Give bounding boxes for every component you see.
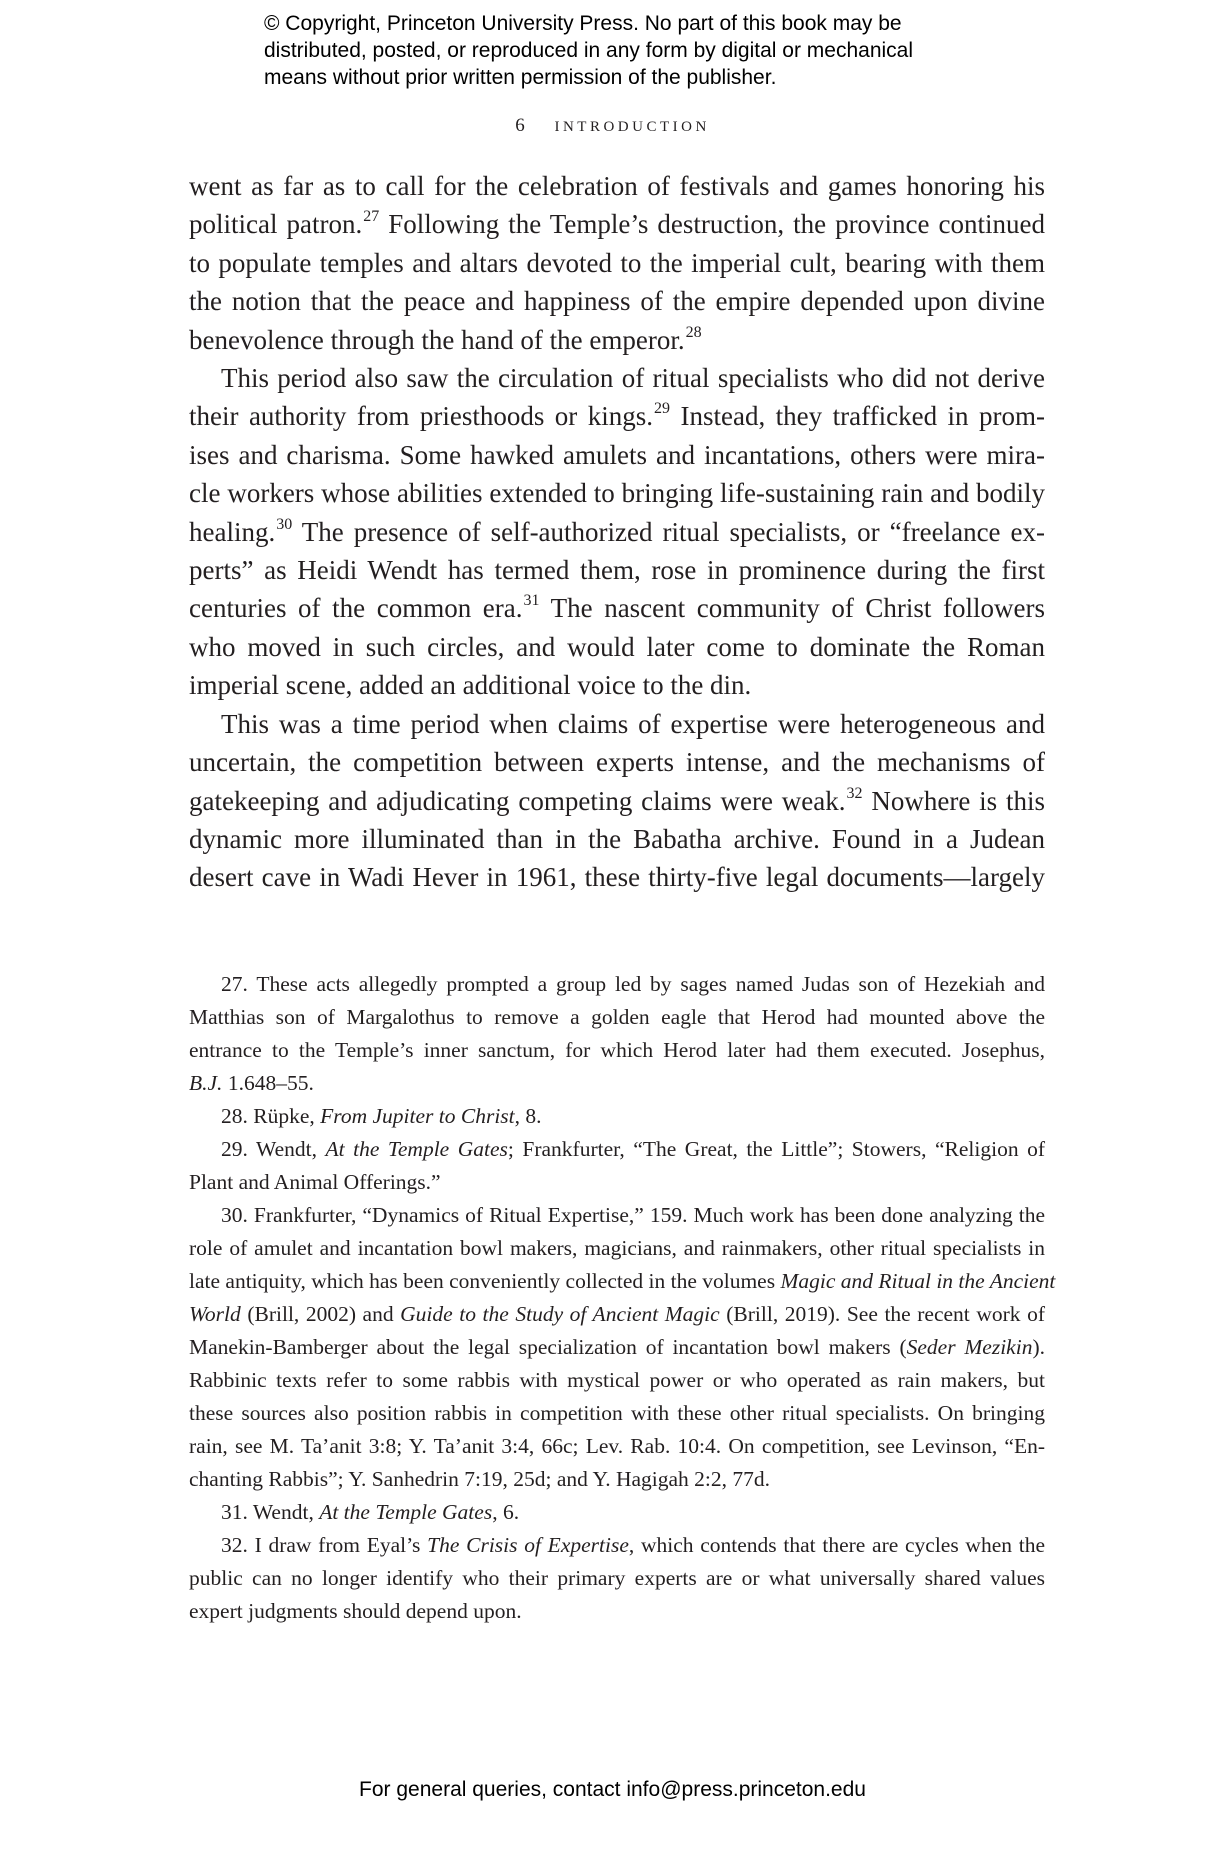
footnote-line: public can no longer identify who their primary experts are or what universally shared values (189, 1566, 1045, 1590)
copyright-line: means without prior written permission of the publisher. (264, 66, 777, 89)
paragraph (189, 359, 1045, 705)
copyright-line: © Copyright, Princeton University Press. No part of this book may be (264, 12, 902, 35)
text-span: their authority from priesthoods or kings. (189, 401, 654, 432)
footnote-line: these sources also position rabbis in competition with these other ritual specialists. On bringing (189, 1401, 1045, 1425)
footnote-line: expert judgments should depend upon. (189, 1599, 522, 1623)
footnote-ref-27[interactable]: 27 (363, 208, 380, 226)
section-title: introduction (554, 112, 710, 136)
footer-contact: For general queries, contact info@press.princeton.edu (359, 1778, 866, 1801)
text-line: cle workers whose abilities extended to bringing life-sustaining rain and bodily (189, 478, 1045, 509)
footnote-line (189, 1298, 1045, 1331)
footnote-line (189, 1331, 1045, 1364)
text-span: 1.648–55. (222, 1071, 314, 1095)
page-number: 6 (515, 115, 525, 136)
text-span: gatekeeping and adjudicating competing claims were weak. (189, 785, 846, 816)
footnote-line: rain, see M. Ta’anit 3:8; Y. Ta’anit 3:4, 66c; Lev. Rab. 10:4. On competition, see Levinson, “En- (189, 1434, 1045, 1458)
text-line (189, 321, 1045, 359)
footnote-30 (189, 1199, 1056, 1496)
text-span: Instead, they trafficked in prom- (670, 401, 1045, 432)
text-span: Following the Temple’s destruction, the province continued (379, 209, 1046, 240)
footnote-line: chanting Rabbis”; Y. Sanhedrin 7:19, 25d; and Y. Hagigah 2:2, 77d. (189, 1467, 771, 1491)
footnote-line: Matthias son of Margalothus to remove a golden eagle that Herod had mounted above the (189, 1005, 1045, 1029)
footnote-ref-32[interactable]: 32 (846, 784, 863, 802)
text-line: perts” as Heidi Wendt has termed them, rose in prominence during the first (189, 555, 1045, 586)
main-text (189, 167, 1045, 897)
copyright-line: distributed, posted, or reproduced in any form by digital or mechanical (264, 39, 914, 62)
italic-citation: At the Temple Gates (319, 1500, 493, 1524)
text-span: The nascent community of Christ followers (539, 593, 1045, 624)
text-line (189, 513, 1045, 551)
footnote-line (189, 1100, 1045, 1133)
italic-citation: At the Temple Gates (325, 1137, 508, 1161)
footnote-line (189, 1133, 1045, 1166)
text-line: imperial scene, added an additional voice to the din. (189, 670, 752, 701)
text-line: the notion that the peace and happiness of the empire depended upon divine (189, 286, 1045, 317)
italic-citation: World (189, 1302, 241, 1326)
footnote-line (189, 1265, 1056, 1298)
copyright-notice (264, 10, 1024, 91)
running-head (0, 112, 1225, 137)
footnote-line: entrance to the Temple’s inner sanctum, for which Herod later had them executed. Josephus, (189, 1038, 1045, 1062)
text-line (189, 589, 1045, 627)
italic-citation: B.J. (189, 1071, 223, 1095)
text-span: late antiquity, which has been conveniently collected in the volumes (189, 1269, 781, 1293)
paragraph (189, 705, 1045, 897)
text-line: ises and charisma. Some hawked amulets and incantations, others were mira- (189, 439, 1045, 470)
italic-citation: Guide to the Study of Ancient Magic (400, 1302, 720, 1326)
footnote-line: 30. Frankfurter, “Dynamics of Ritual Expertise,” 159. Much work has been done analyzing the (221, 1203, 1045, 1227)
text-span: The presence of self-authorized ritual specialists, or “freelance ex- (292, 516, 1045, 547)
text-span: political patron. (189, 209, 363, 240)
text-span: Nowhere is this (862, 785, 1045, 816)
italic-citation: The Crisis of Expertise (427, 1533, 629, 1557)
text-span: (Brill, 2002) and (240, 1302, 401, 1326)
italic-citation: Magic and Ritual in the Ancient (780, 1269, 1056, 1293)
text-span: 29. Wendt, (221, 1137, 326, 1161)
text-span: (Brill, 2019). See the recent work of (719, 1302, 1045, 1326)
text-span: ; Frankfurter, “The Great, the Little”; Stowers, “Religion of (507, 1137, 1045, 1161)
text-span: healing. (189, 516, 276, 547)
footnote-27 (189, 968, 1045, 1100)
text-line: This period also saw the circulation of ritual specialists who did not derive (221, 363, 1045, 394)
text-span: benevolence through the hand of the emperor. (189, 324, 685, 355)
text-span: 28. Rüpke, (221, 1104, 321, 1128)
paragraph (189, 167, 1045, 359)
text-line: desert cave in Wadi Hever in 1961, these thirty-five legal documents—largely (189, 862, 1045, 893)
footnote-28 (189, 1100, 1045, 1133)
italic-citation: Seder Mezikin (906, 1335, 1033, 1359)
text-line: who moved in such circles, and would later come to dominate the Roman (189, 631, 1045, 662)
footnote-ref-29[interactable]: 29 (654, 400, 671, 418)
footnote-line (189, 1067, 1045, 1100)
text-span: Manekin-Bamberger about the legal specialization of incantation bowl makers ( (189, 1335, 907, 1359)
text-span: , 6. (492, 1500, 520, 1524)
footnote-line: Rabbinic texts refer to some rabbis with mystical power or who operated as rain makers, but (189, 1368, 1045, 1392)
text-span: 31. Wendt, (221, 1500, 320, 1524)
footnote-line: Plant and Animal Offerings.” (189, 1170, 441, 1194)
text-line: dynamic more illuminated than in the Babatha archive. Found in a Judean (189, 823, 1045, 854)
text-span: ). (1032, 1335, 1045, 1359)
footnote-line (189, 1496, 1045, 1529)
text-line (189, 205, 1045, 243)
text-line: to populate temples and altars devoted to the imperial cult, bearing with them (189, 247, 1045, 278)
text-line: went as far as to call for the celebration of festivals and games honoring his (189, 171, 1045, 201)
footnote-line: role of amulet and incantation bowl makers, magicians, and rainmakers, other ritual specialists in (189, 1236, 1045, 1260)
text-span: centuries of the common era. (189, 593, 523, 624)
text-span: , which contends that there are cycles when the (628, 1533, 1045, 1557)
text-line: This was a time period when claims of expertise were heterogeneous and (221, 708, 1045, 739)
text-span: 32. I draw from Eyal’s (221, 1533, 428, 1557)
footnote-ref-30[interactable]: 30 (276, 515, 293, 533)
footnote-ref-28[interactable]: 28 (685, 323, 702, 341)
footnote-29 (189, 1133, 1045, 1199)
footnote-line: 27. These acts allegedly prompted a group led by sages named Judas son of Hezekiah and (221, 972, 1045, 996)
text-line: uncertain, the competition between experts intense, and the mechanisms of (189, 747, 1045, 778)
text-line (189, 782, 1045, 820)
footnote-31 (189, 1496, 1045, 1529)
footnote-ref-31[interactable]: 31 (523, 592, 540, 610)
footnote-32 (189, 1529, 1045, 1628)
text-line (189, 397, 1045, 435)
italic-citation: From Jupiter to Christ (320, 1104, 515, 1128)
text-span: , 8. (514, 1104, 542, 1128)
footnotes (189, 968, 1056, 1628)
footnote-line (189, 1529, 1045, 1562)
